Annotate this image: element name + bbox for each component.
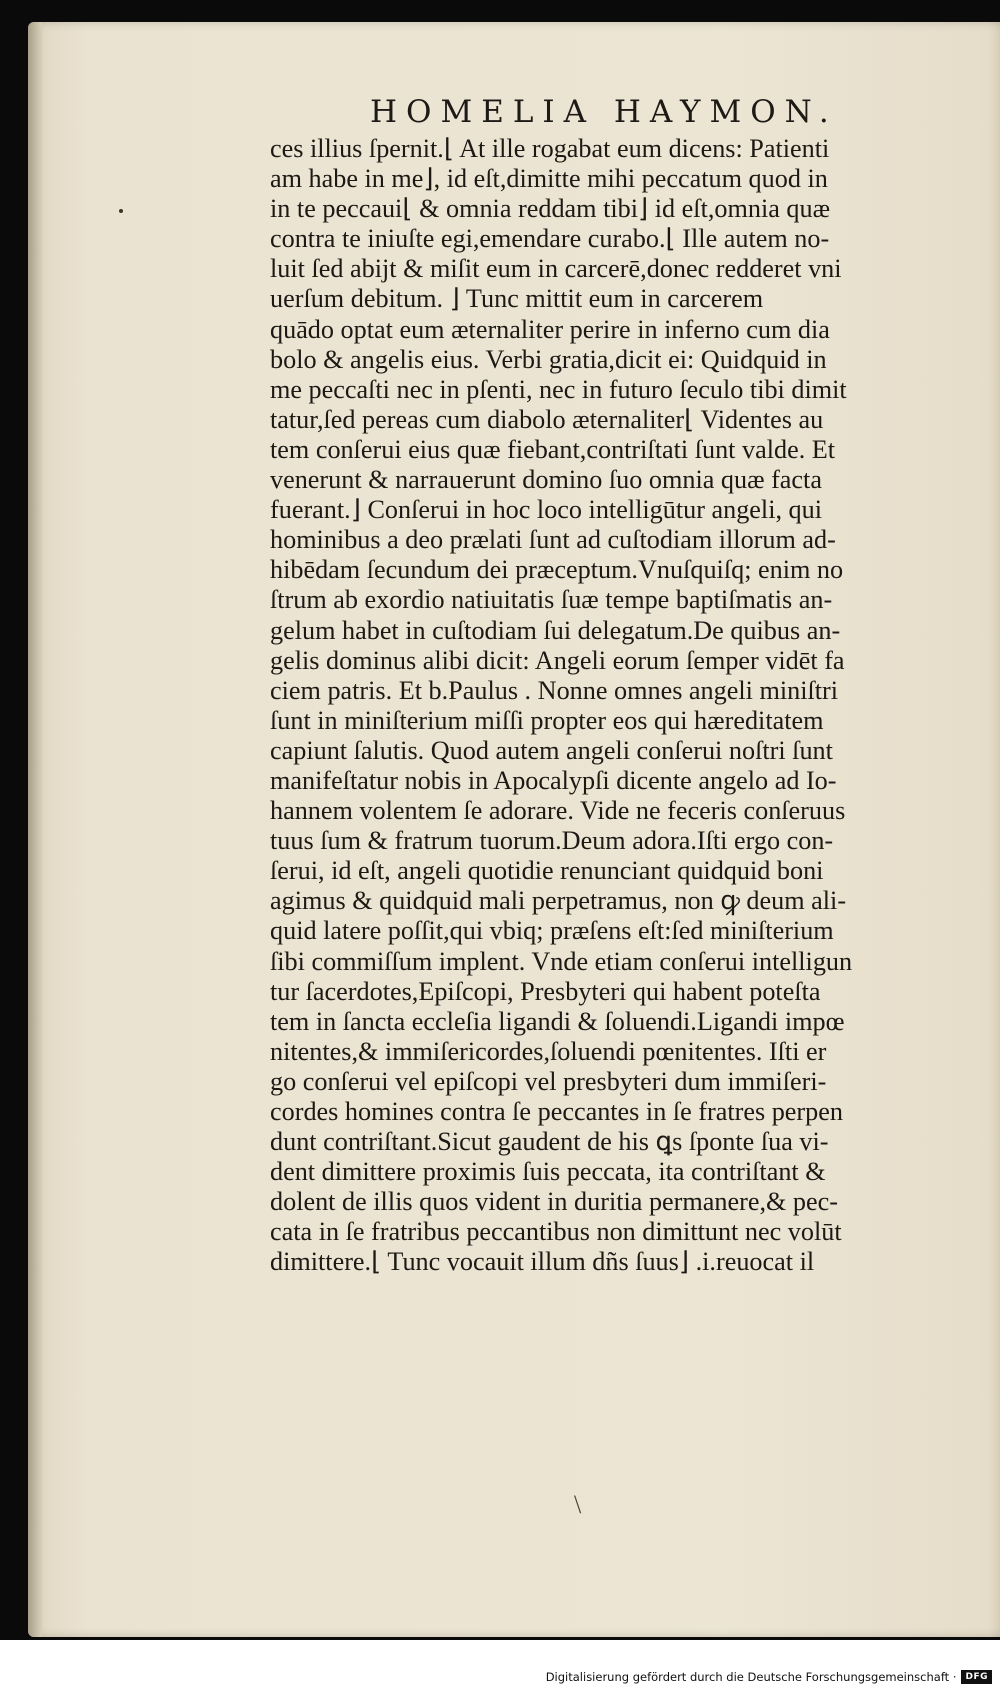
text-line: gelis dominus alibi dicit: Angeli eorum ſemper vidēt fa bbox=[270, 645, 845, 675]
text-line: tem conſerui eius quæ fiebant,contriſtati ſunt valde. Et bbox=[270, 434, 836, 464]
text-line: ciem patris. Et b.Paulus . Nonne omnes angeli miniſtri bbox=[270, 675, 839, 705]
running-head: HOMELIA HAYMON. bbox=[370, 94, 838, 130]
text-line: venerunt & narrauerunt domino ſuo omnia quæ facta bbox=[270, 465, 822, 495]
text-line: ſtrum ab exordio natiuitatis ſuæ tempe baptiſmatis an- bbox=[270, 585, 833, 615]
text-line: ces illius ſpernit.⌊ At ille rogabat eum dicens: Patienti bbox=[270, 134, 830, 163]
text-line: bolo & angelis eius. Verbi gratia,dicit ei: Quidquid in bbox=[270, 344, 827, 374]
text-line: ſibi commiſſum implent. Vnde etiam conſerui intelligun bbox=[270, 946, 853, 976]
text-line: dolent de illis quos vident in duritia permanere,& pec- bbox=[270, 1187, 838, 1217]
text-line: am habe in me⌋, id eſt,dimitte mihi peccatum quod in bbox=[270, 164, 828, 194]
text-line: contra te iniuſte egi,emendare curabo.⌊ Ille autem no- bbox=[270, 224, 830, 254]
text-line: hibēdam ſecundum dei præceptum.Vnuſquiſq; enim no bbox=[270, 555, 844, 585]
text-line: hannem volentem ſe adorare. Vide ne feceris conſeruus bbox=[270, 796, 846, 826]
text-line: quid latere poſſit,qui vbiq; præſens eſt:ſed miniſterium bbox=[270, 916, 834, 946]
text-line: dunt contriſtant.Sicut gaudent de his ꝗs ſponte ſua vi- bbox=[270, 1127, 829, 1157]
text-line: tur ſacerdotes,Epiſcopi, Presbyteri qui habent poteſta bbox=[270, 976, 821, 1006]
text-line: tatur,ſed pereas cum diabolo æternaliter⌊ Videntes au bbox=[270, 404, 824, 434]
text-line: tuus ſum & fratrum tuorum.Deum adora.Iſti ergo con- bbox=[270, 826, 834, 856]
ink-speck bbox=[119, 209, 123, 213]
footer-credit-text: Digitalisierung gefördert durch die Deutsche Forschungsgemeinschaft · bbox=[545, 1670, 957, 1684]
dfg-logo-icon: DFG bbox=[961, 1670, 992, 1684]
text-line: dent dimittere proximis ſuis peccata, ita contriſtant & bbox=[270, 1157, 826, 1187]
body-text-block bbox=[270, 134, 970, 1278]
bottom-mark: \ bbox=[574, 1490, 582, 1519]
text-line: tem in ſancta eccleſia ligandi & ſoluendi.Ligandi impœ bbox=[270, 1006, 845, 1036]
text-line: ſerui, id eſt, angeli quotidie renunciant quidquid boni bbox=[270, 856, 824, 886]
text-line: go conſerui vel epiſcopi vel presbyteri dum immiſeri- bbox=[270, 1066, 827, 1096]
text-line: agimus & quidquid mali perpetramus, non ꝙ deum ali- bbox=[270, 886, 847, 916]
text-line: fuerant.⌋ Conſerui in hoc loco intelligūtur angeli, qui bbox=[270, 495, 823, 525]
text-line: cordes homines contra ſe peccantes in ſe fratres perpen bbox=[270, 1097, 843, 1126]
page-binding-edge bbox=[28, 22, 42, 1637]
text-line: gelum habet in cuſtodiam ſui delegatum.De quibus an- bbox=[270, 615, 841, 645]
text-line: capiunt ſalutis. Quod autem angeli conſerui noſtri ſunt bbox=[270, 735, 833, 765]
text-line: ſunt in miniſterium miſſi propter eos qui hæreditatem bbox=[270, 705, 824, 735]
text-line: manifeſtatur nobis in Apocalypſi dicente angelo ad Io- bbox=[270, 765, 837, 795]
text-line: luit ſed abijt & miſit eum in carcerē,donec redderet vni bbox=[270, 254, 842, 284]
text-line: me peccaſti nec in pſenti, nec in futuro ſeculo tibi dimit bbox=[270, 374, 847, 404]
text-line: quādo optat eum æternaliter perire in inferno cum dia bbox=[270, 314, 830, 344]
text-line: cata in ſe fratribus peccantibus non dimittunt nec volūt bbox=[270, 1217, 842, 1247]
text-line: dimittere.⌊ Tunc vocauit illum dñs ſuus⌋ .i.reuocat il bbox=[270, 1247, 815, 1277]
digitization-footer bbox=[546, 1670, 992, 1684]
text-line: in te peccaui⌊ & omnia reddam tibi⌋ id eſt,omnia quæ bbox=[270, 194, 831, 224]
text-line: nitentes,& immiſericordes,ſoluendi pœnitentes. Iſti er bbox=[270, 1036, 827, 1066]
text-line: uerſum debitum. ⌋ Tunc mittit eum in carcerem bbox=[270, 284, 764, 314]
text-line: hominibus a deo prælati ſunt ad cuſtodiam illorum ad- bbox=[270, 525, 836, 555]
